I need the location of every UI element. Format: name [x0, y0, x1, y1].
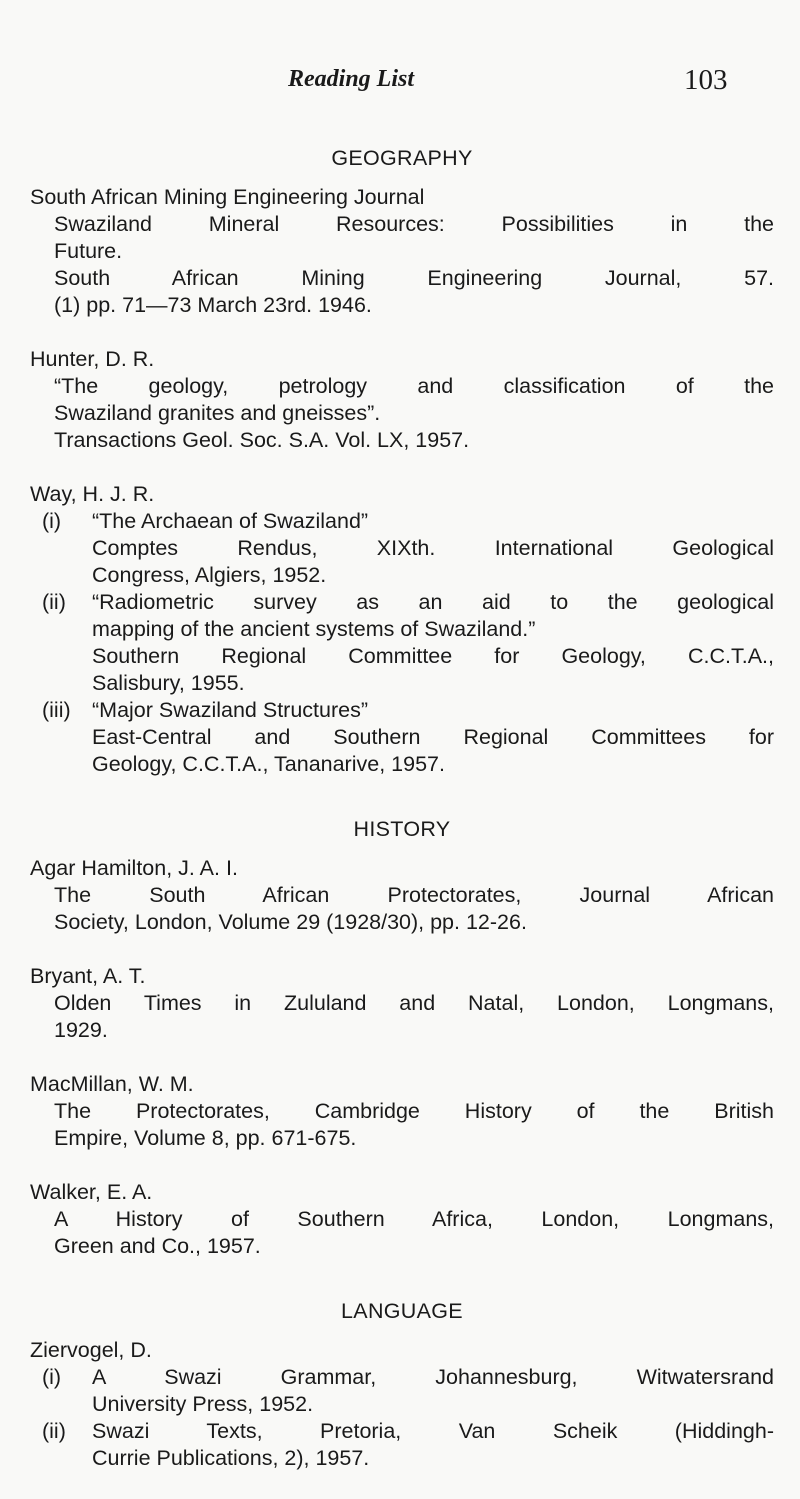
reference-entry [30, 346, 774, 454]
item-text [92, 508, 774, 589]
section-heading: HISTORY [353, 817, 451, 841]
sub-item [42, 697, 774, 778]
item-text [92, 1418, 774, 1472]
entry-body [54, 990, 774, 1044]
entry-line: Congress, Algiers, 1952. [92, 563, 327, 587]
entry-body [54, 882, 774, 936]
entry-line: Transactions Geol. Soc. S.A. Vol. LX, 1957. [54, 428, 470, 452]
item-text [92, 589, 774, 697]
entry-body [54, 1206, 774, 1260]
reference-entry [30, 1071, 774, 1152]
item-number: (i) [42, 1365, 62, 1389]
entry-line: A Swazi Grammar, Johannesburg, Witwatersrand [92, 1365, 774, 1389]
item-number: (iii) [42, 698, 71, 722]
item-number: (ii) [42, 590, 66, 614]
sub-item [42, 1364, 774, 1418]
item-number: (ii) [42, 1419, 66, 1443]
section-language [30, 1298, 774, 1472]
sub-item [42, 589, 774, 697]
entry-line: Comptes Rendus, XIXth. International Geological [92, 536, 774, 560]
entry-line: Geology, C.C.T.A., Tananarive, 1957. [92, 752, 445, 776]
running-head-title: Reading List [288, 66, 415, 92]
entry-line: The Protectorates, Cambridge History of the British [54, 1099, 774, 1123]
entry-author: Hunter, D. R. [30, 347, 155, 371]
page-number: 103 [684, 64, 728, 96]
reference-entry [30, 1179, 774, 1260]
sub-item [42, 508, 774, 589]
entry-line: The South African Protectorates, Journal African [54, 883, 774, 907]
section-heading: GEOGRAPHY [331, 146, 473, 170]
entry-body [54, 211, 774, 319]
entry-author: Ziervogel, D. [30, 1338, 152, 1362]
reference-entry [30, 855, 774, 936]
entry-line: “Radiometric survey as an aid to the geological [92, 590, 774, 614]
item-text [92, 1364, 774, 1418]
reference-entry [30, 184, 774, 319]
entry-line: Society, London, Volume 29 (1928/30), pp. 12-26. [54, 910, 527, 934]
entry-line: (1) pp. 71—73 March 23rd. 1946. [54, 293, 372, 317]
entry-line: East-Central and Southern Regional Committees for [92, 725, 774, 749]
entry-line: Southern Regional Committee for Geology, C.C.T.A., [92, 644, 774, 668]
entry-line: Swazi Texts, Pretoria, Van Scheik (Hiddingh- [92, 1419, 774, 1443]
reference-entry [30, 481, 774, 778]
entry-line: Swaziland Mineral Resources: Possibilities in the [54, 212, 774, 236]
entry-line: “The Archaean of Swaziland” [92, 509, 369, 533]
item-text [92, 697, 774, 778]
item-number: (i) [42, 509, 62, 533]
section-heading: LANGUAGE [341, 1299, 463, 1323]
entry-author: Agar Hamilton, J. A. I. [30, 856, 238, 880]
section-history [30, 816, 774, 1260]
sub-item [42, 1418, 774, 1472]
entry-line: mapping of the ancient systems of Swaziland.” [92, 617, 536, 641]
running-head [0, 66, 800, 106]
entry-line: University Press, 1952. [92, 1392, 314, 1416]
reading-list [30, 145, 774, 1499]
entry-line: Swaziland granites and gneisses”. [54, 401, 381, 425]
entry-line: Salisbury, 1955. [92, 671, 245, 695]
entry-body [54, 1098, 774, 1152]
entry-author: MacMillan, W. M. [30, 1072, 194, 1096]
entry-line: Future. [54, 239, 123, 263]
entry-line: A History of Southern Africa, London, Longmans, [54, 1207, 774, 1231]
entry-author: Bryant, A. T. [30, 964, 146, 988]
entry-line: South African Mining Engineering Journal, 57. [54, 266, 774, 290]
entry-line: 1929. [54, 1018, 108, 1042]
entry-line: Currie Publications, 2), 1957. [92, 1446, 370, 1470]
section-geography [30, 145, 774, 778]
entry-line: Olden Times in Zululand and Natal, London, Longmans, [54, 991, 774, 1015]
entry-line: “Major Swaziland Structures” [92, 698, 369, 722]
entry-line: Green and Co., 1957. [54, 1234, 261, 1258]
entry-line: “The geology, petrology and classification of the [54, 374, 774, 398]
entry-author: South African Mining Engineering Journal [30, 185, 425, 209]
entry-author: Way, H. J. R. [30, 482, 155, 506]
reference-entry [30, 963, 774, 1044]
reference-entry [30, 1337, 774, 1472]
entry-author: Walker, E. A. [30, 1180, 153, 1204]
entry-body [54, 373, 774, 454]
entry-line: Empire, Volume 8, pp. 671-675. [54, 1126, 357, 1150]
